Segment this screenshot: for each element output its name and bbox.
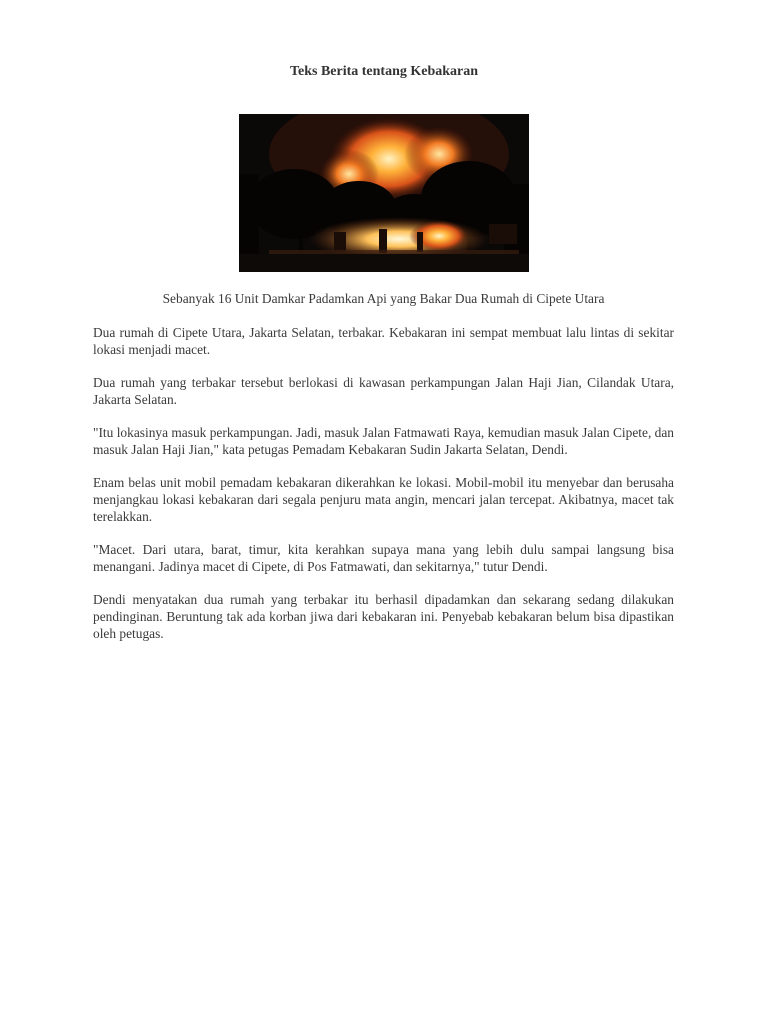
article-body [93, 324, 674, 658]
paragraph: Dua rumah di Cipete Utara, Jakarta Selatan, terbakar. Kebakaran ini sempat membuat lalu lintas di sekitar lokasi menjadi macet. [93, 325, 674, 357]
paragraph: Enam belas unit mobil pemadam kebakaran dikerahkan ke lokasi. Mobil-mobil itu menyebar dan berusaha menjangkau lokasi kebakaran dari segala penjuru mata angin, mencari jalan tercepat. Akibatnya, macet tak terelakkan. [93, 475, 674, 524]
article-headline: Sebanyak 16 Unit Damkar Padamkan Api yang Bakar Dua Rumah di Cipete Utara [162, 291, 605, 306]
fire-photo [239, 114, 529, 272]
document-title: Teks Berita tentang Kebakaran [289, 64, 479, 79]
paragraph: "Macet. Dari utara, barat, timur, kita kerahkan supaya mana yang lebih dulu sampai langsung bisa menangani. Jadinya macet di Cipete, di Pos Fatmawati, dan sekitarnya," tutur Dendi. [93, 542, 674, 574]
paragraph: "Itu lokasinya masuk perkampungan. Jadi, masuk Jalan Fatmawati Raya, kemudian masuk Jalan Cipete, dan masuk Jalan Haji Jian," kata petugas Pemadam Kebakaran Sudin Jakarta Selatan, Dendi. [93, 425, 674, 457]
fire-photo-image [239, 114, 529, 272]
paragraph: Dua rumah yang terbakar tersebut berlokasi di kawasan perkampungan Jalan Haji Jian, Cilandak Utara, Jakarta Selatan. [93, 375, 674, 407]
paragraph: Dendi menyatakan dua rumah yang terbakar itu berhasil dipadamkan dan sekarang sedang dilakukan pendinginan. Beruntung tak ada korban jiwa dari kebakaran ini. Penyebab kebakaran belum bisa dipastikan oleh petugas. [93, 592, 674, 641]
